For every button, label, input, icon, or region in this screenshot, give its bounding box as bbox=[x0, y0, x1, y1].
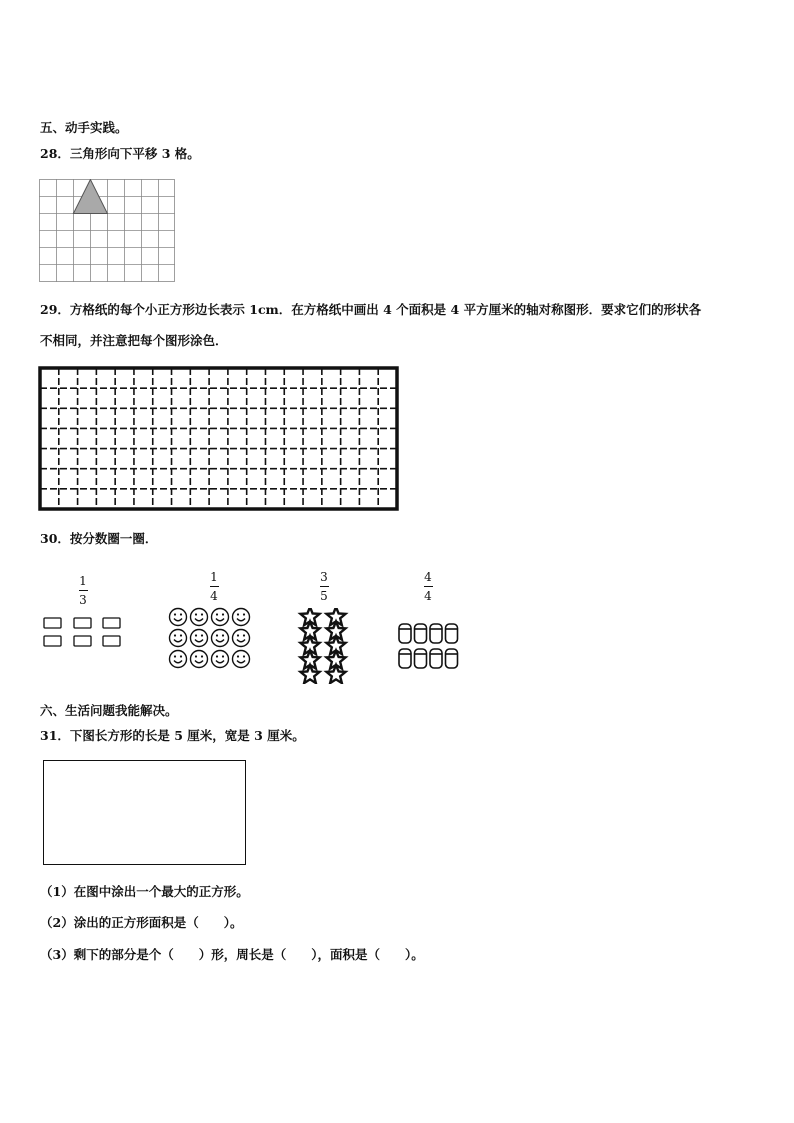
cylinder-icon bbox=[430, 624, 442, 643]
smiley-face-icon bbox=[191, 609, 208, 626]
star-group bbox=[296, 608, 352, 684]
rectangle-group bbox=[43, 617, 123, 649]
question-31-sub1: （1）在图中涂出一个最大的正方形。 bbox=[40, 884, 249, 899]
smiley-group bbox=[168, 607, 254, 669]
smiley-face-icon bbox=[212, 651, 229, 668]
section-heading-6: 六、生活问题我能解决。 bbox=[40, 703, 178, 718]
fraction-denominator: 4 bbox=[424, 589, 432, 603]
smiley-face-icon bbox=[170, 651, 187, 668]
section-heading-5: 五、动手实践。 bbox=[40, 120, 128, 135]
fraction-numerator: 3 bbox=[320, 570, 328, 584]
smiley-face-icon bbox=[233, 630, 250, 647]
q29-dashed-grid bbox=[38, 366, 400, 511]
fraction-1-3 bbox=[73, 575, 93, 607]
fraction-numerator: 4 bbox=[424, 570, 432, 584]
fraction-numerator: 1 bbox=[79, 574, 87, 588]
question-28-text: 28．三角形向下平移 3 格。 bbox=[40, 146, 200, 161]
smiley-face-icon bbox=[212, 630, 229, 647]
q28-grid bbox=[39, 179, 176, 283]
rectangle-icon bbox=[44, 618, 61, 628]
question-31-sub2: （2）涂出的正方形面积是（ ）。 bbox=[40, 915, 243, 930]
fraction-numerator: 1 bbox=[210, 570, 218, 584]
fraction-3-5 bbox=[314, 571, 334, 603]
question-29-line1: 29．方格纸的每个小正方形边长表示 1cm．在方格纸中画出 4 个面积是 4 平方厘米的轴对称图形．要求它们的形状各 bbox=[40, 302, 702, 317]
question-29-line2: 不相同，并注意把每个图形涂色． bbox=[40, 333, 228, 348]
fraction-4-4 bbox=[418, 571, 438, 603]
cylinder-icon bbox=[446, 624, 458, 643]
smiley-face-icon bbox=[191, 630, 208, 647]
smiley-face-icon bbox=[170, 630, 187, 647]
rectangle-icon bbox=[44, 636, 61, 646]
rectangle-icon bbox=[74, 636, 91, 646]
fraction-bar bbox=[424, 586, 433, 587]
question-31-sub3: （3）剩下的部分是个（ ）形，周长是（ ），面积是（ ）。 bbox=[40, 947, 424, 962]
fraction-denominator: 5 bbox=[320, 589, 328, 603]
cylinder-icon bbox=[415, 624, 427, 643]
cylinder-group bbox=[396, 621, 462, 673]
fraction-bar bbox=[320, 586, 329, 587]
q31-rectangle bbox=[43, 760, 246, 865]
cylinder-icon bbox=[430, 649, 442, 668]
smiley-face-icon bbox=[233, 651, 250, 668]
smiley-face-icon bbox=[191, 651, 208, 668]
fraction-bar bbox=[210, 586, 219, 587]
fraction-1-4 bbox=[204, 571, 224, 603]
question-31-text: 31．下图长方形的长是 5 厘米，宽是 3 厘米。 bbox=[40, 728, 305, 743]
fraction-denominator: 4 bbox=[210, 589, 218, 603]
fraction-bar bbox=[79, 590, 88, 591]
cylinder-icon bbox=[415, 649, 427, 668]
rectangle-icon bbox=[103, 618, 120, 628]
question-30-text: 30．按分数圈一圈． bbox=[40, 531, 158, 546]
q29-grid-border bbox=[40, 368, 397, 509]
smiley-face-icon bbox=[212, 609, 229, 626]
q28-grid-lines bbox=[39, 179, 175, 282]
rectangle-icon bbox=[103, 636, 120, 646]
rectangle-icon bbox=[74, 618, 91, 628]
cylinder-icon bbox=[446, 649, 458, 668]
cylinder-icon bbox=[399, 624, 411, 643]
cylinder-icon bbox=[399, 649, 411, 668]
smiley-face-icon bbox=[170, 609, 187, 626]
fraction-denominator: 3 bbox=[79, 593, 87, 607]
smiley-face-icon bbox=[233, 609, 250, 626]
